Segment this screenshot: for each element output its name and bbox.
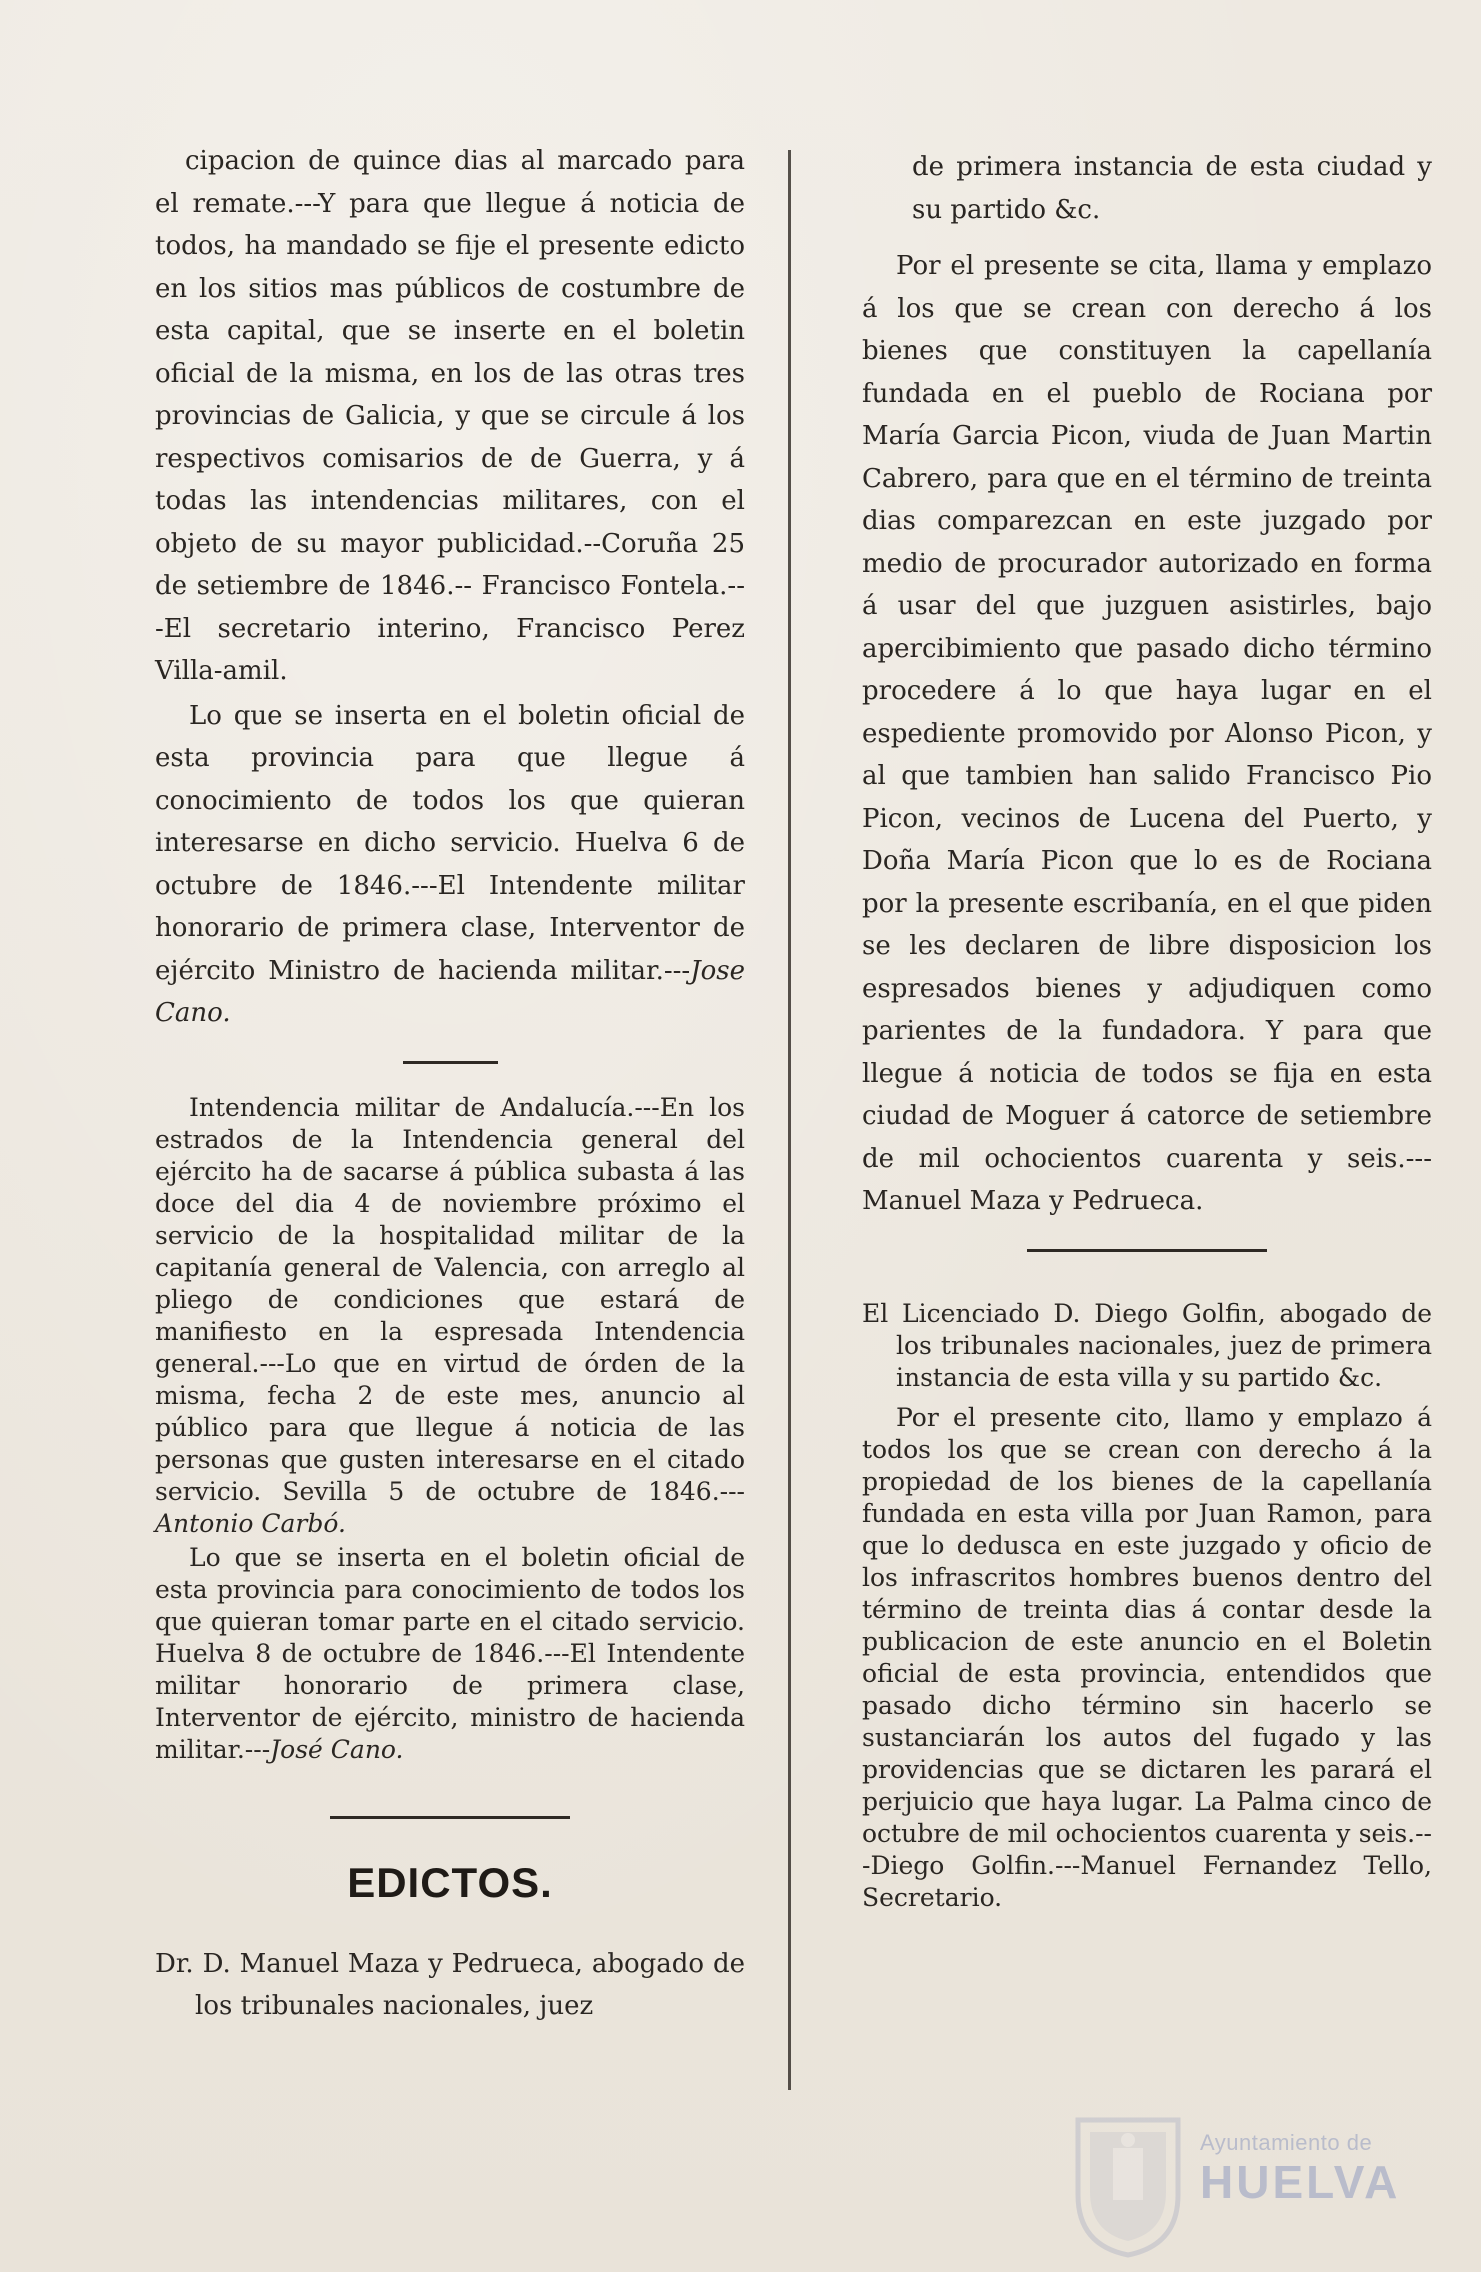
signature-jose-cano-2: José Cano. bbox=[270, 1734, 404, 1764]
edict-maza-title-end: de primera instancia de esta ciudad y su partido &c. bbox=[912, 152, 1432, 225]
notice-paragraph-1-text: Lo que se inserta en el boletin oficial de esta provincia para que llegue á conocimiento de todos los que quieran interesarse en dicho servicio. Huelva 6 de octubre de 1846.---El Intendente militar honorario de primera clase, Interventor de ejército Ministro de hacienda militar.--- bbox=[155, 700, 745, 986]
notice-paragraph-2-text: Lo que se inserta en el boletin oficial de esta provincia para conocimiento de todos los que quieran tomar parte en el citado servicio. Huelva 8 de octubre de 1846.---El Intendente militar honorario de primera clase, Interventor de ejército, ministro de hacienda militar.--- bbox=[155, 1542, 745, 1764]
watermark-line-1: Ayuntamiento de bbox=[1200, 2130, 1373, 2155]
signature-jose-cano-1: Jose Cano. bbox=[155, 955, 745, 1028]
edict-maza-opening: Dr. D. Manuel Maza y Pedrueca, abogado de los tribunales nacionales, juez bbox=[155, 1948, 745, 2021]
edict-maza-body: Por el presente se cita, llama y emplazo á los que se crean con derecho á los bienes que constituyen la capellanía fundada en el pueblo de Rociana por María Garcia Picon, viuda de Juan Martin Cabrero, para que en el término de treinta dias comparezcan en este juzgado por medio de procurador autorizado en forma á usar del que juzguen asistirles, bajo apercibimiento que pasado dicho término procedere á lo que haya lugar en el espediente promovido por Alonso Picon, y al que tambien han salido Francisco Pio Picon, vecinos de Lucena del Puerto, y Doña María Picon que lo es de Rociana por la presente escribanía, en el que piden se les declaren de libre disposicion los espresados bienes y adjudiquen como parientes de la fundadora. Y para que llegue á noticia de todos se fija en esta ciudad de Moguer á catorce de setiembre de mil ochocientos cuarenta y seis.---Manuel Maza y Pedrueca. bbox=[862, 251, 1432, 1216]
edictos-heading: EDICTOS. bbox=[347, 1858, 553, 1906]
notice-paragraph-1 bbox=[155, 695, 745, 1035]
edict-golfin-title: El Licenciado D. Diego Golfin, abogado de los tribunales nacionales, juez de primera instancia de esta villa y su partido &c. bbox=[862, 1298, 1432, 1392]
watermark-line-2: HUELVA bbox=[1200, 2156, 1401, 2208]
section-rule-2 bbox=[330, 1816, 570, 1819]
intendencia-notice bbox=[155, 1092, 745, 1540]
left-column bbox=[155, 140, 745, 2028]
edict-continuation: cipacion de quince dias al marcado para el remate.---Y para que llegue á noticia de todos, ha mandado se fije el presente edicto en los sitios mas públicos de costumbre de esta capital, que se inserte en el boletin oficial de la misma, en los de las otras tres provincias de Galicia, y que se circule á los respectivos comisarios de de Guerra, y á todas las intendencias militares, con el objeto de su mayor publicidad.--Coruña 25 de setiembre de 1846.-- Francisco Fontela.---El secretario interino, Francisco Perez Villa-amil. bbox=[155, 146, 745, 686]
signature-antonio-carbo: Antonio Carbó. bbox=[155, 1508, 346, 1538]
watermark-brand bbox=[1200, 2130, 1450, 2208]
notice-paragraph-2 bbox=[155, 1542, 745, 1766]
section-rule-3 bbox=[1027, 1249, 1267, 1252]
right-column bbox=[862, 146, 1432, 1914]
edict-golfin-body: Por el presente cito, llamo y emplazo á todos los que se crean con derecho á la propiedad de los bienes de la capellanía fundada en esta villa por Juan Ramon, para que lo dedusca en este juzgado y oficio de los infrascritos hombres buenos dentro del término de treinta dias á contar desde la publicacion de este anuncio en el Boletin oficial de esta provincia, entendidos que pasado dicho término sin hacerlo se sustanciarán los autos del fugado y las providencias que se dictaren les parará el perjuicio que haya lugar. La Palma cinco de octubre de mil ochocientos cuarenta y seis.---Diego Golfin.---Manuel Fernandez Tello, Secretario. bbox=[862, 1402, 1432, 1912]
city-shield-icon bbox=[1068, 2110, 1188, 2260]
column-divider bbox=[788, 150, 791, 2090]
section-rule-1 bbox=[403, 1061, 498, 1064]
intendencia-notice-text: Intendencia militar de Andalucía.---En los estrados de la Intendencia general del ejército ha de sacarse á pública subasta á las doce del dia 4 de noviembre próximo el servicio de la hospitalidad militar de la capitanía general de Valencia, con arreglo al pliego de condiciones que estará de manifiesto en la espresada Intendencia general.---Lo que en virtud de órden de la misma, fecha 2 de este mes, anuncio al público para que llegue á noticia de las personas que gusten interesarse en el citado servicio. Sevilla 5 de octubre de 1846.--- bbox=[155, 1092, 745, 1506]
